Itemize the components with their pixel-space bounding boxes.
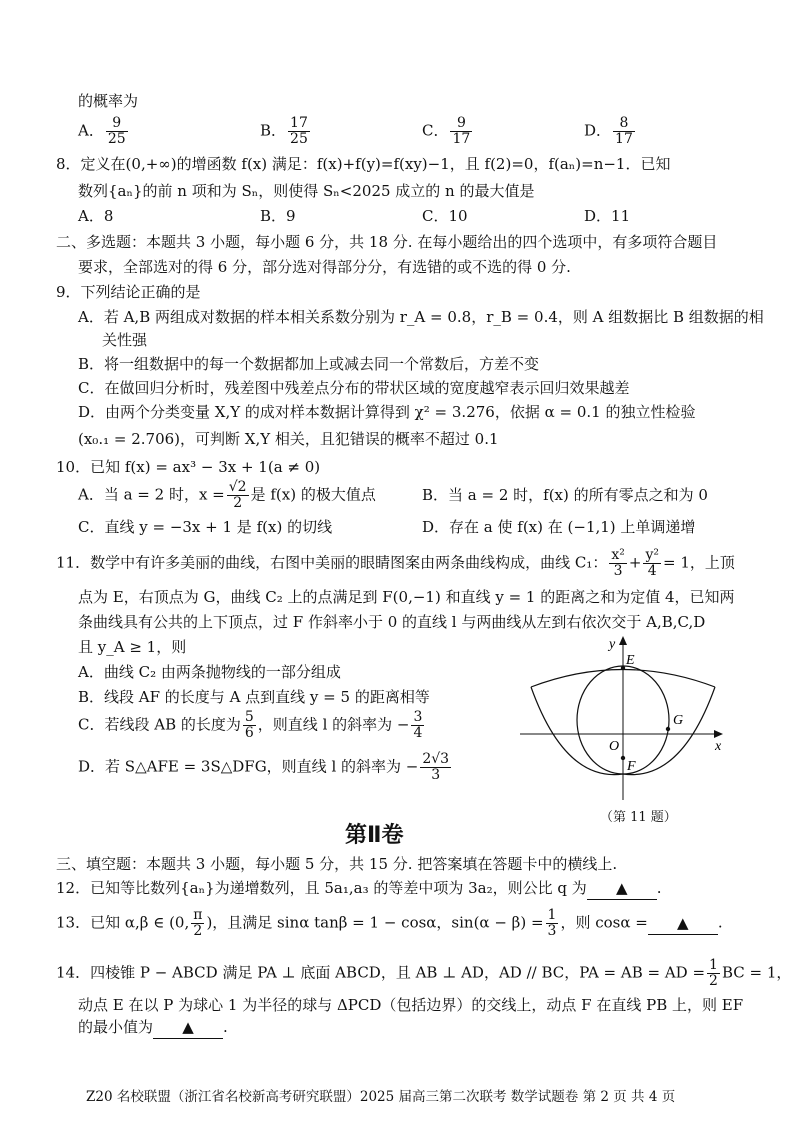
q13-answer-blank[interactable]: ▲ xyxy=(648,912,718,935)
q9-option-a-line1[interactable]: A．若 A,B 两组成对数据的样本相关系数分别为 r_A = 0.8，r_B = 0.4，则 A 组数据比 B 组数据的相 xyxy=(78,308,764,326)
label-x: x xyxy=(715,739,722,754)
q14-line1: 14．四棱锥 P − ABCD 满足 PA ⊥ 底面 ABCD，且 AB ⊥ AD，AD // BC，PA = AB = AD = $\frac{1}{2}$ BC = 1， xyxy=(56,957,792,989)
point-f xyxy=(621,756,625,760)
q11-line1: 11．数学中有许多美丽的曲线，右图中美丽的眼睛图案由两条曲线构成，曲线 C₁： $\frac{\text{x²}}{3}$ + $\frac{\text{y²}}{4}$ = 1，上顶 xyxy=(56,547,735,579)
label-g: G xyxy=(673,713,684,728)
section2-line2: 要求，全部选对的得 6 分，部分选对得部分分，有选错的或不选的得 0 分. xyxy=(78,258,571,276)
q7-option-c[interactable]: C． $\frac{9}{17}$ xyxy=(422,115,471,147)
label-o: O xyxy=(609,739,620,754)
label-f: F xyxy=(627,759,636,774)
q11-line3: 条曲线具有公共的上下顶点，过 F 作斜率小于 0 的直线 l 与两曲线从左到右依次交于 A,B,C,D xyxy=(78,613,706,631)
q7-option-b[interactable]: B． $\frac{17}{25}$ xyxy=(260,115,308,147)
q9-stem: 9．下列结论正确的是 xyxy=(56,283,201,301)
q9-option-c[interactable]: C．在做回归分析时，残差图中残差点分布的带状区域的宽度越窄表示回归效果越差 xyxy=(78,379,630,397)
q10-option-b[interactable]: B．当 a = 2 时，f(x) 的所有零点之和为 0 xyxy=(422,486,708,504)
q13: 13．已知 α,β ∈ (0, $\frac{\pi}{2}$ )，且满足 sinα tanβ = 1 − cosα，sin(α − β) = $\frac{1}{3}$ ，则 cosα = ▲ . xyxy=(56,907,723,939)
q9-option-a-line2: 关性强 xyxy=(102,331,148,349)
q11-line2: 点为 E，右顶点为 G，曲线 C₂ 上的点满足到 F(0,−1) 和直线 y = 1 的距离之和为定值 4，已知两 xyxy=(78,588,735,606)
q9-option-d-line2: (x₀.₁ = 2.706)，可判断 X,Y 相关，且犯错误的概率不超过 0.1 xyxy=(78,430,499,448)
q11-option-d[interactable]: D．若 S△AFE = 3S△DFG，则直线 l 的斜率为 − $\frac{2√3}{3}$ xyxy=(78,751,450,783)
q10-option-a[interactable]: A．当 a = 2 时，x = $\frac{√2}{2}$ 是 f(x) 的极大值点 xyxy=(78,479,376,511)
q11-option-b[interactable]: B．线段 AF 的长度与 A 点到直线 y = 5 的距离相等 xyxy=(78,688,430,706)
q14-line2: 动点 E 在以 P 为球心 1 为半径的球与 ΔPCD（包括边界）的交线上，动点 F 在直线 PB 上，则 EF xyxy=(78,996,744,1014)
q8-line1: 8．定义在(0,+∞)的增函数 f(x) 满足：f(x)+f(y)=f(xy)−1，且 f(2)=0，f(aₙ)=n−1．已知 xyxy=(56,155,671,173)
q10-option-d[interactable]: D．存在 a 使 f(x) 在 (−1,1) 上单调递增 xyxy=(422,518,696,536)
point-e xyxy=(621,666,625,670)
q9-option-d-line1[interactable]: D．由两个分类变量 X,Y 的成对样本数据计算得到 χ² = 3.276，依据 α = 0.1 的独立性检验 xyxy=(78,403,696,421)
point-g xyxy=(666,727,670,731)
q11-option-a[interactable]: A．曲线 C₂ 由两条抛物线的一部分组成 xyxy=(78,663,341,681)
q8-option-b[interactable]: B．9 xyxy=(260,207,296,225)
q10-stem: 10．已知 f(x) = ax³ − 3x + 1(a ≠ 0) xyxy=(56,458,321,476)
q11-option-c[interactable]: C．若线段 AB 的长度为 $\frac{5}{6}$ ，则直线 l 的斜率为 − $\frac{3}{4}$ xyxy=(78,709,423,741)
part-two-title: 第Ⅱ卷 xyxy=(345,823,404,848)
q7-tail: 的概率为 xyxy=(78,92,139,110)
y-axis-arrow xyxy=(619,636,627,645)
q7-option-d[interactable]: D． $\frac{8}{17}$ xyxy=(584,115,633,147)
q14-line3: 的最小值为 ▲ . xyxy=(78,1016,228,1039)
section3-heading: 三、填空题：本题共 3 小题，每小题 5 分，共 15 分. 把答案填在答题卡中的横线上. xyxy=(56,855,618,873)
q10-option-c[interactable]: C．直线 y = −3x + 1 是 f(x) 的切线 xyxy=(78,518,333,536)
label-e: E xyxy=(626,653,635,668)
q8-option-a[interactable]: A．8 xyxy=(78,207,114,225)
q8-option-d[interactable]: D．11 xyxy=(584,207,631,225)
page-footer: Z20 名校联盟（浙江省名校新高考研究联盟）2025 届高三第二次联考 数学试题卷 第 2 页 共 4 页 xyxy=(86,1089,676,1105)
figure-caption: （第 11 题） xyxy=(600,810,677,825)
q11-figure xyxy=(515,632,745,807)
section2-line1: 二、多选题：本题共 3 小题，每小题 6 分，共 18 分. 在每小题给出的四个选项中，有多项符合题目 xyxy=(56,233,718,251)
q12-answer-blank[interactable]: ▲ xyxy=(587,877,657,900)
q12: 12．已知等比数列{aₙ}为递增数列，且 5a₁,a₃ 的等差中项为 3a₂，则公比 q 为 ▲ . xyxy=(56,877,662,900)
q14-answer-blank[interactable]: ▲ xyxy=(153,1016,223,1039)
q7-option-a[interactable]: A． $\frac{9}{25}$ xyxy=(78,115,126,147)
q11-line4: 且 y_A ≥ 1，则 xyxy=(78,638,187,656)
q8-option-c[interactable]: C．10 xyxy=(422,207,468,225)
x-axis-arrow xyxy=(714,730,723,738)
label-y: y xyxy=(609,637,616,652)
q9-option-b[interactable]: B．将一组数据中的每一个数据都加上或减去同一个常数后，方差不变 xyxy=(78,355,540,373)
q8-line2: 数列{aₙ}的前 n 项和为 Sₙ，则使得 Sₙ<2025 成立的 n 的最大值是 xyxy=(78,182,535,200)
